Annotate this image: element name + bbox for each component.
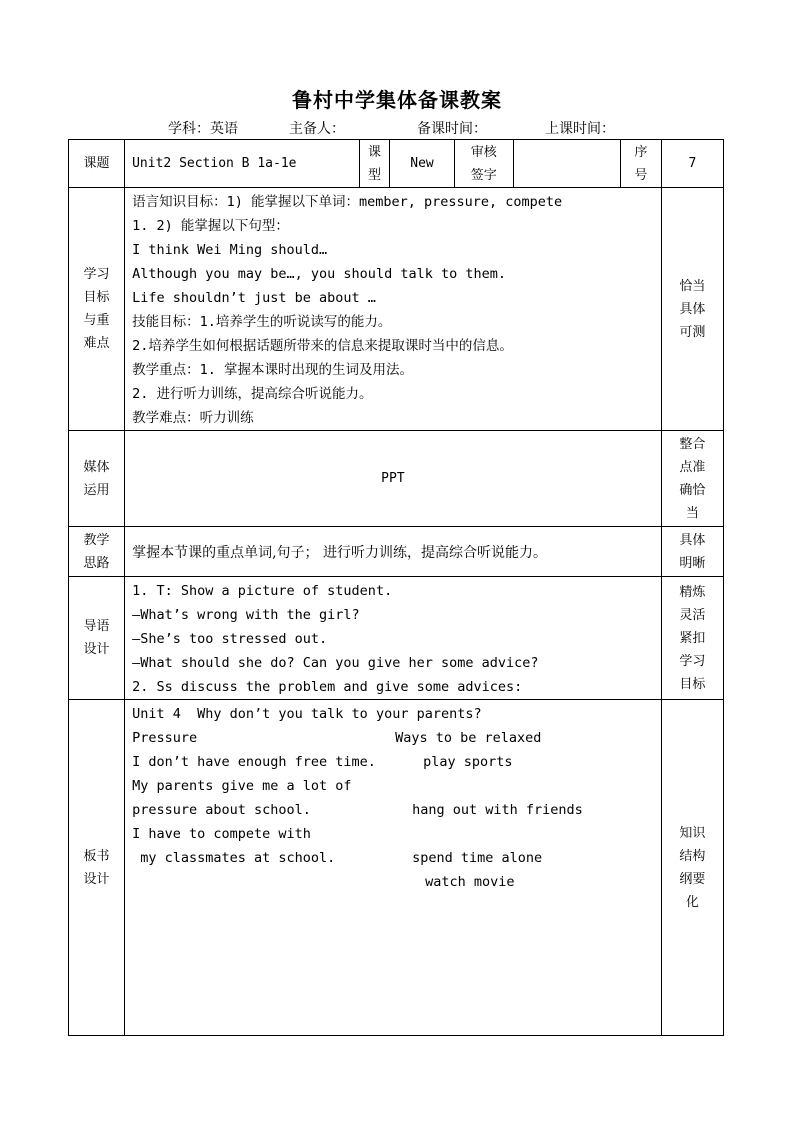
topic-label: 课题 xyxy=(69,140,125,188)
objective-line: Although you may be…, you should talk to them. xyxy=(132,266,506,282)
board-right-item: play sports xyxy=(423,754,513,770)
board-right-item: watch movie xyxy=(425,874,515,890)
lead-in-line: 2. Ss discuss the problem and give some advices: xyxy=(132,679,523,695)
board-left-item: my classmates at school. xyxy=(132,850,336,866)
class-time-label: 上课时间： xyxy=(545,121,615,137)
objectives-row xyxy=(69,188,724,431)
board-left-item: My parents give me a lot of xyxy=(132,778,352,794)
subject-label: 学科：英语 xyxy=(168,121,238,137)
board-left-item: I have to compete with xyxy=(132,826,311,842)
objective-line: I think Wei Ming should… xyxy=(132,242,328,258)
board-right-title: Ways to be relaxed xyxy=(395,730,542,746)
lead-in-row xyxy=(69,577,724,700)
thinking-note: 具体 明晰 xyxy=(661,527,723,577)
objectives-content xyxy=(125,188,662,431)
objective-line: 语言知识目标：1) 能掌握以下单词：member, pressure, compete xyxy=(132,194,563,210)
media-note: 整合 点准 确恰 当 xyxy=(661,431,723,527)
seq-value: 7 xyxy=(661,140,723,188)
objectives-label: 学习 目标 与重 难点 xyxy=(69,188,125,431)
board-left-item: pressure about school. xyxy=(132,802,311,818)
header-row xyxy=(69,140,724,188)
topic-value: Unit2 Section B 1a-1e xyxy=(125,140,360,188)
board-right-item: hang out with friends xyxy=(412,802,583,818)
objective-line: 2. 进行听力训练，提高综合听说能力。 xyxy=(132,386,373,402)
type-value: New xyxy=(390,140,454,188)
board-left-item: I don’t have enough free time. xyxy=(132,754,376,770)
thinking-value: 掌握本节课的重点单词,句子； 进行听力训练，提高综合听说能力。 xyxy=(125,527,662,577)
lesson-plan-table xyxy=(68,139,724,1036)
board-content xyxy=(125,700,662,1036)
media-label: 媒体 运用 xyxy=(69,431,125,527)
media-value: PPT xyxy=(125,431,662,527)
seq-label: 序 号 xyxy=(620,140,661,188)
lead-in-note: 精炼 灵活 紧扣 学习 目标 xyxy=(661,577,723,700)
lead-in-line: —What’s wrong with the girl? xyxy=(132,607,360,623)
lead-in-line: 1. T: Show a picture of student. xyxy=(132,583,393,599)
thinking-label: 教学 思路 xyxy=(69,527,125,577)
review-value xyxy=(513,140,620,188)
objective-line: 教学重点：1. 掌握本课时出现的生词及用法。 xyxy=(132,362,413,378)
prep-time-label: 备课时间： xyxy=(417,121,487,137)
objective-line: Life shouldn’t just be about … xyxy=(132,290,376,306)
lead-in-line: —What should she do? Can you give her some advice? xyxy=(132,655,539,671)
review-label: 审核 签字 xyxy=(454,140,513,188)
board-label: 板书 设计 xyxy=(69,700,125,1036)
lead-in-content xyxy=(125,577,662,700)
document-title: 鲁村中学集体备课教案 xyxy=(292,88,502,112)
thinking-row xyxy=(69,527,724,577)
board-heading: Unit 4 Why don’t you talk to your parents? xyxy=(132,706,482,722)
type-label: 课 型 xyxy=(359,140,390,188)
board-note: 知识 结构 纲要 化 xyxy=(661,700,723,1036)
objective-line: 技能目标：1.培养学生的听说读写的能力。 xyxy=(132,314,392,330)
objective-line: 教学难点：听力训练 xyxy=(132,410,254,426)
board-right-item: spend time alone xyxy=(412,850,543,866)
objective-line: 1. 2) 能掌握以下句型： xyxy=(132,218,289,234)
preparer-label: 主备人： xyxy=(289,121,345,137)
board-left-title: Pressure xyxy=(132,730,198,746)
media-row xyxy=(69,431,724,527)
objectives-note: 恰当 具体 可测 xyxy=(661,188,723,431)
objective-line: 2.培养学生如何根据话题所带来的信息来提取课时当中的信息。 xyxy=(132,338,513,354)
lead-in-label: 导语 设计 xyxy=(69,577,125,700)
board-row xyxy=(69,700,724,1036)
lead-in-line: —She’s too stressed out. xyxy=(132,631,328,647)
